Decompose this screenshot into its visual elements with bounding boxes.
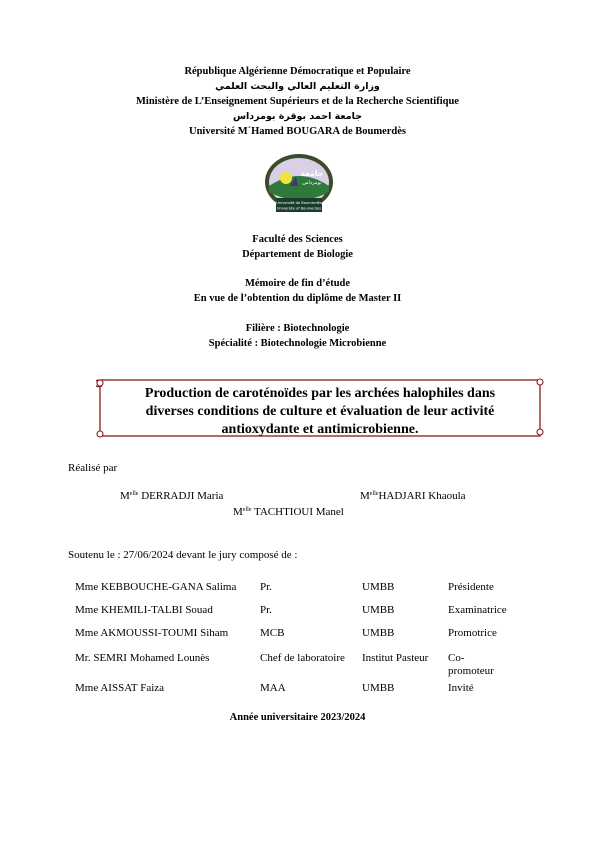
soutenu-label: Soutenu le : 27/06/2024 devant le jury composé de :	[68, 549, 298, 561]
degree-label: En vue de l’obtention du diplôme de Master II	[193, 293, 402, 304]
faculty: Faculté des Sciences	[252, 234, 343, 245]
jury-name: Mr. SEMRI Mohamed Lounès	[75, 652, 210, 664]
thesis-title-line-3: antioxydante et antimicrobienne.	[221, 422, 419, 437]
thesis-title-line-2: diverses conditions de culture et évaluation de leur activité	[145, 404, 495, 419]
republic-header: République Algérienne Démocratique et Populaire	[184, 66, 411, 77]
jury-institution: UMBB	[362, 627, 395, 639]
jury-name: Mme AKMOUSSI-TOUMI Siham	[75, 627, 229, 639]
jury-grade: Pr.	[260, 581, 272, 593]
university-header: Université M´Hamed BOUGARA de Boumerdès	[189, 126, 406, 137]
jury-name: Mme KHEMILI-TALBI Souad	[75, 604, 213, 616]
logo-caption-1: Université de Boumerdès	[276, 201, 322, 205]
logo-arabic-text: جامعة	[300, 169, 324, 178]
filiere: Filière : Biotechnologie	[245, 323, 350, 334]
memoire-label: Mémoire de fin d’étude	[244, 278, 351, 289]
department: Département de Biologie	[242, 249, 353, 260]
logo-caption-2: University of Boumerdes	[276, 206, 322, 211]
jury-role: Présidente	[448, 581, 494, 593]
author-2: $M^{elle}HADJARI$ Khaoula	[360, 490, 466, 502]
author-3: $M^{elle}$ TACHTIOUI Manel	[233, 506, 344, 518]
jury-role-line-2: promoteur	[448, 665, 494, 677]
jury-name: Mme KEBBOUCHE-GANA Salima	[75, 581, 237, 593]
thesis-title	[120, 385, 520, 439]
author-1: $M^{elle}$ DERRADJI Maria	[120, 490, 224, 502]
realise-par-label: Réalisé par	[68, 462, 118, 474]
jury-grade: Pr.	[260, 604, 272, 616]
svg-text:بومرداس: بومرداس	[302, 180, 322, 186]
jury-institution: Institut Pasteur	[362, 652, 429, 664]
jury-institution: UMBB	[362, 604, 395, 616]
specialite: Spécialité : Biotechnologie Microbienne	[208, 338, 387, 349]
jury-institution: UMBB	[362, 581, 395, 593]
academic-year: Année universitaire 2023/2024	[229, 712, 366, 723]
ministry-arabic: وزارة التعليم العالي والبحث العلمي	[215, 81, 380, 92]
jury-grade: MCB	[260, 627, 285, 639]
jury-name: Mme AISSAT Faiza	[75, 682, 165, 694]
jury-role-line-1: Co-	[448, 652, 465, 664]
university-arabic: جامعة احمد بوقرة بومرداس	[232, 111, 363, 122]
thesis-title-line-1: Production de caroténoïdes par les archées halophiles dans	[144, 386, 496, 401]
jury-grade: Chef de laboratoire	[260, 652, 345, 664]
jury-role: Promotrice	[448, 627, 497, 639]
university-logo	[262, 152, 336, 220]
jury-role: Examinatrice	[448, 604, 507, 616]
jury-institution: UMBB	[362, 682, 395, 694]
jury-grade: MAA	[260, 682, 286, 694]
jury-role: Invité	[448, 682, 474, 694]
ministry-header: Ministère de L’Enseignement Supérieurs et de la Recherche Scientifique	[136, 96, 459, 107]
